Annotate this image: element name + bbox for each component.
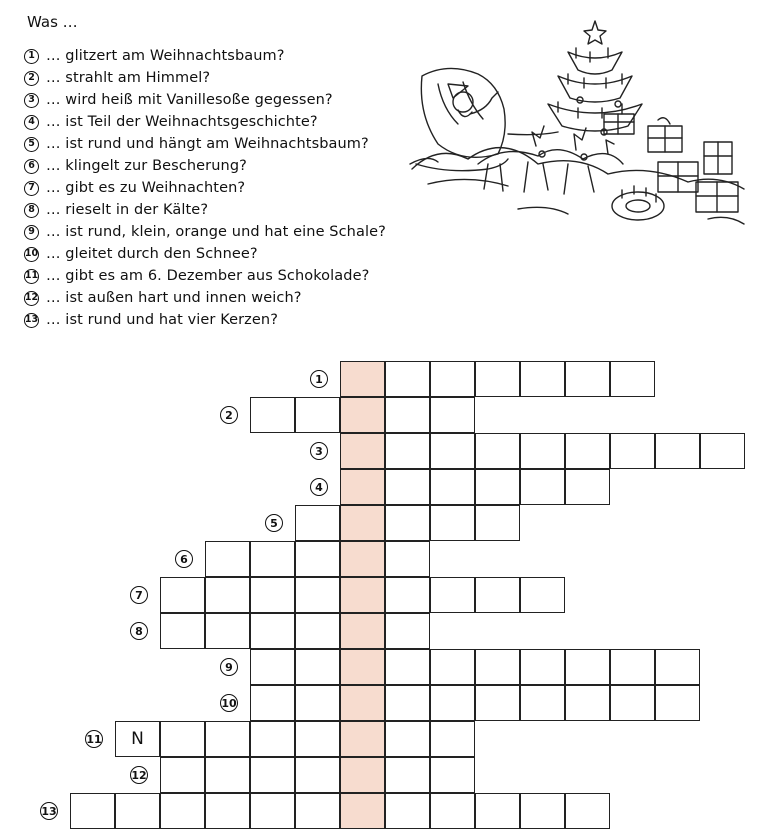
crossword-cell[interactable] — [385, 649, 430, 685]
crossword-cell[interactable] — [385, 793, 430, 829]
crossword-cell[interactable] — [160, 577, 205, 613]
crossword-cell[interactable] — [430, 757, 475, 793]
crossword-cell[interactable] — [160, 613, 205, 649]
row-number: 5 — [265, 514, 283, 532]
question-number: 4 — [24, 115, 39, 130]
crossword-cell[interactable] — [295, 649, 340, 685]
question-text: … ist rund und hat vier Kerzen? — [46, 312, 278, 328]
question-number: 3 — [24, 93, 39, 108]
question-number: 7 — [24, 181, 39, 196]
crossword-cell[interactable] — [205, 757, 250, 793]
crossword-cell[interactable] — [700, 433, 745, 469]
solution-cell[interactable] — [340, 469, 385, 505]
solution-cell[interactable] — [340, 541, 385, 577]
crossword-cell[interactable] — [475, 505, 520, 541]
crossword-cell[interactable] — [205, 577, 250, 613]
crossword-cell[interactable] — [250, 793, 295, 829]
crossword-cell[interactable] — [565, 469, 610, 505]
question-number: 10 — [24, 247, 39, 262]
row-number: 8 — [130, 622, 148, 640]
crossword-cell[interactable] — [475, 469, 520, 505]
crossword-cell[interactable] — [250, 577, 295, 613]
question-text: … glitzert am Weihnachtsbaum? — [46, 48, 285, 64]
crossword-cell[interactable] — [205, 721, 250, 757]
crossword-cell[interactable] — [655, 433, 700, 469]
crossword-cell[interactable] — [610, 649, 655, 685]
crossword-cell[interactable] — [430, 433, 475, 469]
question-text: … gibt es zu Weihnachten? — [46, 180, 246, 196]
crossword-cell[interactable] — [520, 361, 565, 397]
crossword-cell[interactable] — [430, 469, 475, 505]
solution-cell[interactable] — [340, 721, 385, 757]
solution-cell[interactable] — [340, 757, 385, 793]
question-text: … gibt es am 6. Dezember aus Schokolade? — [46, 268, 370, 284]
crossword-cell[interactable] — [205, 793, 250, 829]
row-number: 13 — [40, 802, 58, 820]
crossword-cell[interactable] — [250, 757, 295, 793]
crossword-cell[interactable] — [475, 649, 520, 685]
crossword-cell[interactable] — [295, 793, 340, 829]
question-text: … klingelt zur Bescherung? — [46, 158, 247, 174]
crossword-cell[interactable] — [295, 397, 340, 433]
crossword-cell[interactable] — [385, 541, 430, 577]
crossword-cell[interactable] — [385, 397, 430, 433]
crossword-cell[interactable] — [430, 397, 475, 433]
row-number: 6 — [175, 550, 193, 568]
solution-cell[interactable] — [340, 433, 385, 469]
question-number: 12 — [24, 291, 39, 306]
question-text: … ist außen hart und innen weich? — [46, 290, 302, 306]
crossword-cell[interactable] — [250, 721, 295, 757]
crossword-cell[interactable] — [430, 649, 475, 685]
crossword-cell[interactable] — [205, 613, 250, 649]
crossword-cell[interactable] — [475, 361, 520, 397]
row-number: 1 — [310, 370, 328, 388]
crossword-cell[interactable] — [70, 793, 115, 829]
crossword-cell[interactable] — [475, 793, 520, 829]
crossword-cell[interactable] — [115, 793, 160, 829]
crossword-cell[interactable] — [295, 541, 340, 577]
crossword-cell[interactable] — [385, 721, 430, 757]
crossword-cell[interactable] — [295, 757, 340, 793]
crossword-cell[interactable] — [565, 361, 610, 397]
crossword-cell[interactable] — [430, 361, 475, 397]
crossword-cell[interactable] — [385, 685, 430, 721]
crossword-cell[interactable] — [655, 685, 700, 721]
crossword-cell[interactable] — [250, 649, 295, 685]
solution-cell[interactable] — [340, 505, 385, 541]
crossword-cell[interactable] — [430, 577, 475, 613]
page-title: Was … — [27, 13, 78, 31]
question-number: 8 — [24, 203, 39, 218]
crossword-cell[interactable] — [565, 685, 610, 721]
crossword-cell[interactable] — [565, 649, 610, 685]
question-number: 2 — [24, 71, 39, 86]
solution-cell[interactable] — [340, 613, 385, 649]
question-number: 13 — [24, 313, 39, 328]
question-text: … ist rund, klein, orange und hat eine Schale? — [46, 224, 386, 240]
question-number: 1 — [24, 49, 39, 64]
crossword-cell[interactable] — [250, 397, 295, 433]
crossword-cell[interactable] — [385, 505, 430, 541]
crossword-cell[interactable] — [610, 685, 655, 721]
row-number: 3 — [310, 442, 328, 460]
crossword-cell[interactable] — [565, 793, 610, 829]
crossword-cell[interactable] — [250, 541, 295, 577]
crossword-cell[interactable] — [295, 577, 340, 613]
question-number: 6 — [24, 159, 39, 174]
crossword-cell[interactable] — [430, 505, 475, 541]
crossword-cell[interactable] — [655, 649, 700, 685]
solution-cell[interactable] — [340, 361, 385, 397]
crossword-cell[interactable] — [295, 721, 340, 757]
crossword-cell[interactable] — [520, 469, 565, 505]
crossword-cell[interactable] — [160, 793, 205, 829]
crossword-cell[interactable] — [430, 685, 475, 721]
crossword-cell[interactable] — [250, 685, 295, 721]
crossword-cell[interactable] — [385, 757, 430, 793]
crossword-cell[interactable] — [520, 793, 565, 829]
crossword-cell[interactable] — [385, 361, 430, 397]
crossword-cell[interactable] — [160, 757, 205, 793]
question-number: 5 — [24, 137, 39, 152]
question-text: … gleitet durch den Schnee? — [46, 246, 258, 262]
question-number: 9 — [24, 225, 39, 240]
crossword-cell[interactable] — [385, 469, 430, 505]
crossword-cell[interactable] — [475, 433, 520, 469]
row-number: 4 — [310, 478, 328, 496]
solution-cell[interactable] — [340, 793, 385, 829]
row-number: 10 — [220, 694, 238, 712]
crossword-cell[interactable] — [385, 577, 430, 613]
row-number: 2 — [220, 406, 238, 424]
crossword-cell[interactable] — [610, 433, 655, 469]
crossword-cell[interactable] — [385, 613, 430, 649]
solution-cell[interactable] — [340, 685, 385, 721]
question-text: … wird heiß mit Vanillesoße gegessen? — [46, 92, 333, 108]
row-number: 12 — [130, 766, 148, 784]
solution-cell[interactable] — [340, 577, 385, 613]
row-number: 7 — [130, 586, 148, 604]
solution-cell[interactable] — [340, 397, 385, 433]
crossword-cell[interactable] — [520, 685, 565, 721]
crossword-cell[interactable] — [160, 721, 205, 757]
crossword-cell[interactable] — [610, 361, 655, 397]
crossword-cell[interactable] — [430, 793, 475, 829]
question-text: … ist Teil der Weihnachtsgeschichte? — [46, 114, 318, 130]
crossword-cell[interactable] — [565, 433, 610, 469]
crossword-cell[interactable] — [295, 505, 340, 541]
crossword-cell[interactable] — [520, 433, 565, 469]
crossword-cell[interactable] — [520, 577, 565, 613]
solution-cell[interactable] — [340, 649, 385, 685]
crossword-cell[interactable] — [475, 685, 520, 721]
crossword-cell[interactable] — [430, 721, 475, 757]
question-text: … rieselt in der Kälte? — [46, 202, 209, 218]
question-number: 11 — [24, 269, 39, 284]
crossword-cell[interactable] — [295, 685, 340, 721]
crossword-cell[interactable] — [475, 577, 520, 613]
question-text: … ist rund und hängt am Weihnachtsbaum? — [46, 136, 369, 152]
crossword-cell[interactable]: N — [115, 721, 160, 757]
question-text: … strahlt am Himmel? — [46, 70, 211, 86]
crossword-cell[interactable] — [295, 613, 340, 649]
crossword-cell[interactable] — [250, 613, 295, 649]
row-number: 11 — [85, 730, 103, 748]
crossword-cell[interactable] — [385, 433, 430, 469]
crossword-cell[interactable] — [520, 649, 565, 685]
row-number: 9 — [220, 658, 238, 676]
crossword-cell[interactable] — [205, 541, 250, 577]
